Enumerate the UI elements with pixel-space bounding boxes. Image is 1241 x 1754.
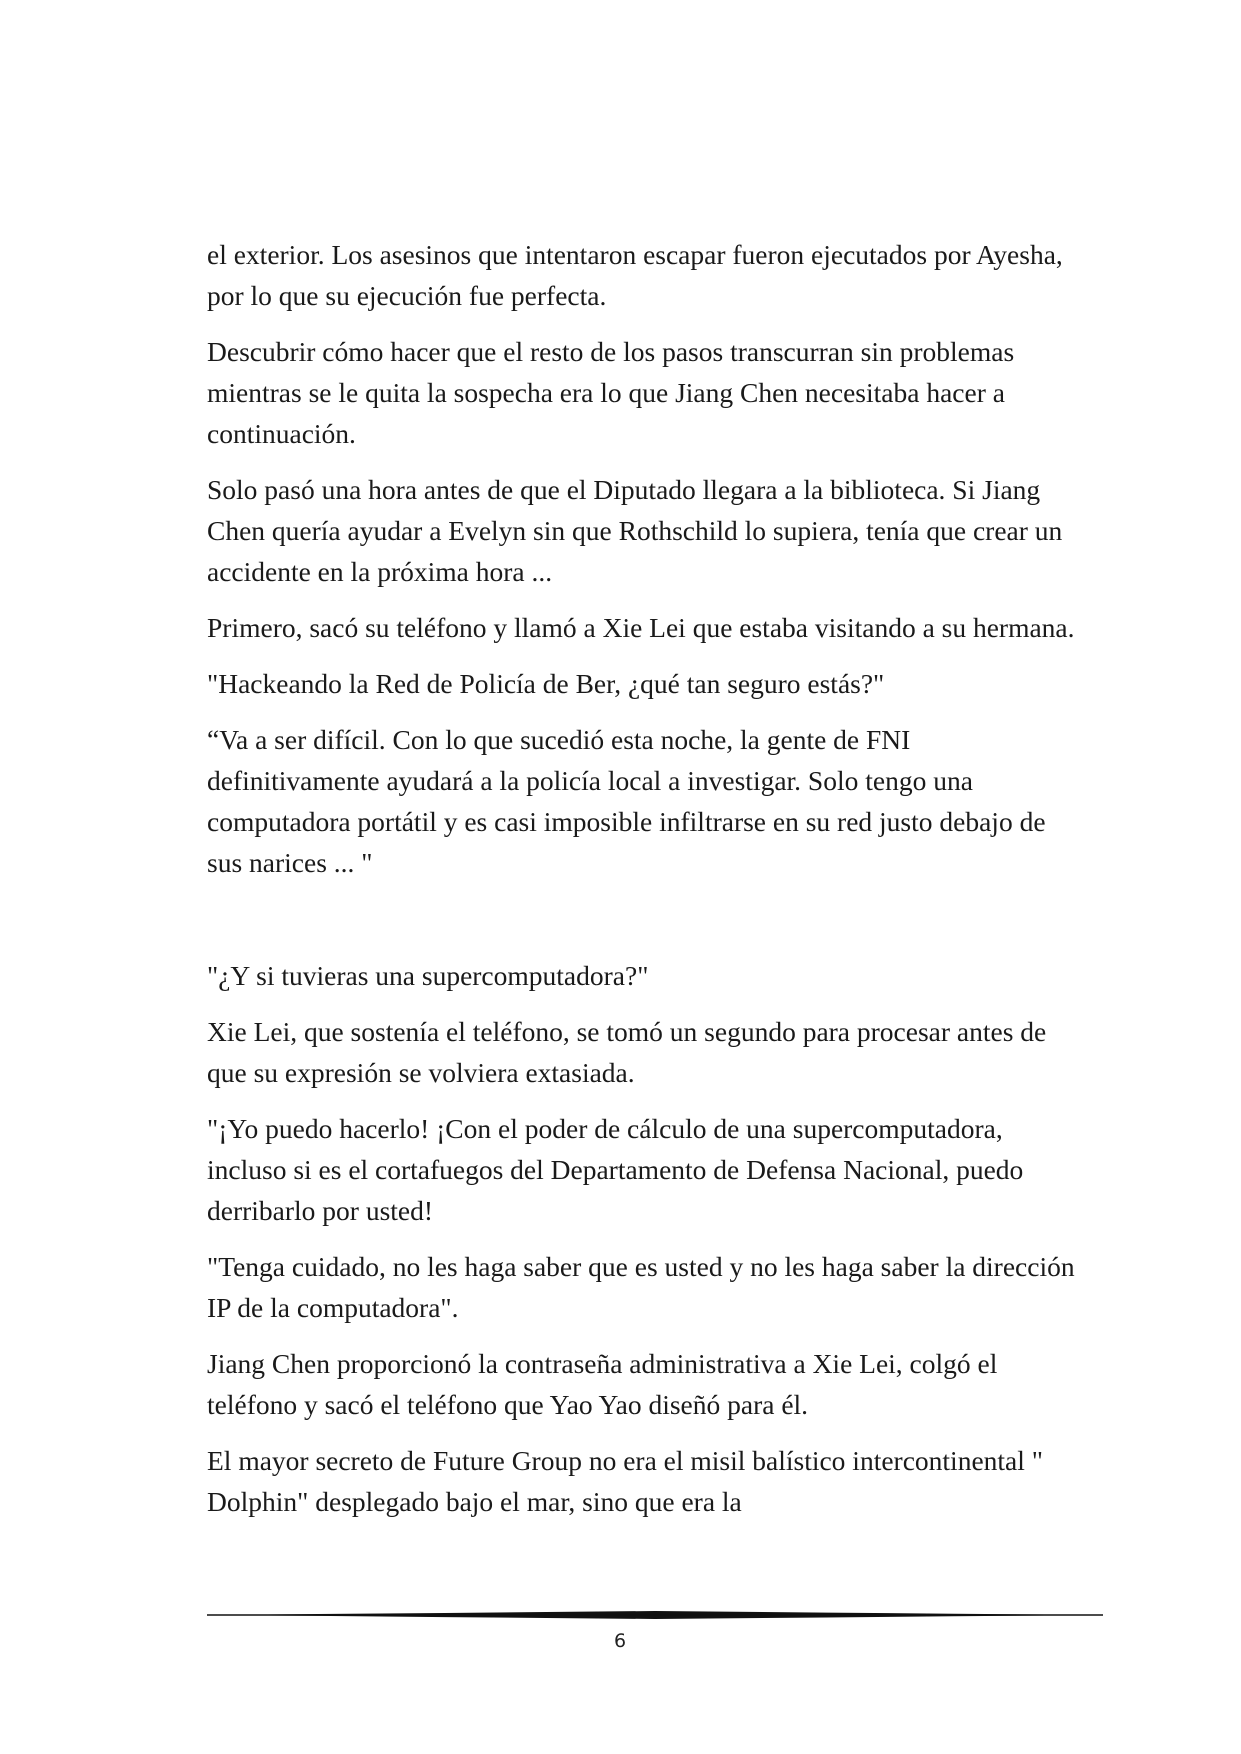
paragraph: Primero, sacó su teléfono y llamó a Xie Lei que estaba visitando a su hermana. <box>207 612 1075 643</box>
paragraph: El mayor secreto de Future Group no era el misil balístico intercontinental " Dolphin" desplegado bajo el mar, sino que era la <box>207 1445 1043 1517</box>
paragraph: Jiang Chen proporcionó la contraseña administrativa a Xie Lei, colgó el teléfono y sacó el teléfono que Yao Yao diseñó para él. <box>207 1348 998 1420</box>
paragraph: “Va a ser difícil. Con lo que sucedió esta noche, la gente de FNI definitivamente ayudará a la policía local a investigar. Solo tengo una computadora portátil y es casi imposible infiltrarse en su red justo debajo de sus narices ... " <box>207 724 1046 878</box>
paragraph: Solo pasó una hora antes de que el Diputado llegara a la biblioteca. Si Jiang Chen quería ayudar a Evelyn sin que Rothschild lo supiera, tenía que crear un accidente en la próxima hora ... <box>207 474 1063 587</box>
page-number: 6 <box>613 1630 627 1652</box>
paragraph: Xie Lei, que sostenía el teléfono, se tomó un segundo para procesar antes de que su expresión se volviera extasiada. <box>207 1016 1047 1088</box>
footer-divider <box>207 1609 1103 1621</box>
paragraph: "Tenga cuidado, no les haga saber que es usted y no les haga saber la dirección IP de la computadora". <box>207 1251 1075 1323</box>
paragraph: "¡Yo puedo hacerlo! ¡Con el poder de cálculo de una supercomputadora, incluso si es el cortafuegos del Departamento de Defensa Nacional, puedo derribarlo por usted! <box>207 1113 1024 1226</box>
paragraph: "Hackeando la Red de Policía de Ber, ¿qué tan seguro estás?" <box>207 668 885 699</box>
paragraph: el exterior. Los asesinos que intentaron escapar fueron ejecutados por Ayesha, por lo que su ejecución fue perfecta. <box>207 239 1063 311</box>
paragraph: "¿Y si tuvieras una supercomputadora?" <box>207 960 649 991</box>
paragraph: Descubrir cómo hacer que el resto de los pasos transcurran sin problemas mientras se le quita la sospecha era lo que Jiang Chen necesitaba hacer a continuación. <box>207 336 1015 449</box>
body-text <box>207 234 1087 1537</box>
